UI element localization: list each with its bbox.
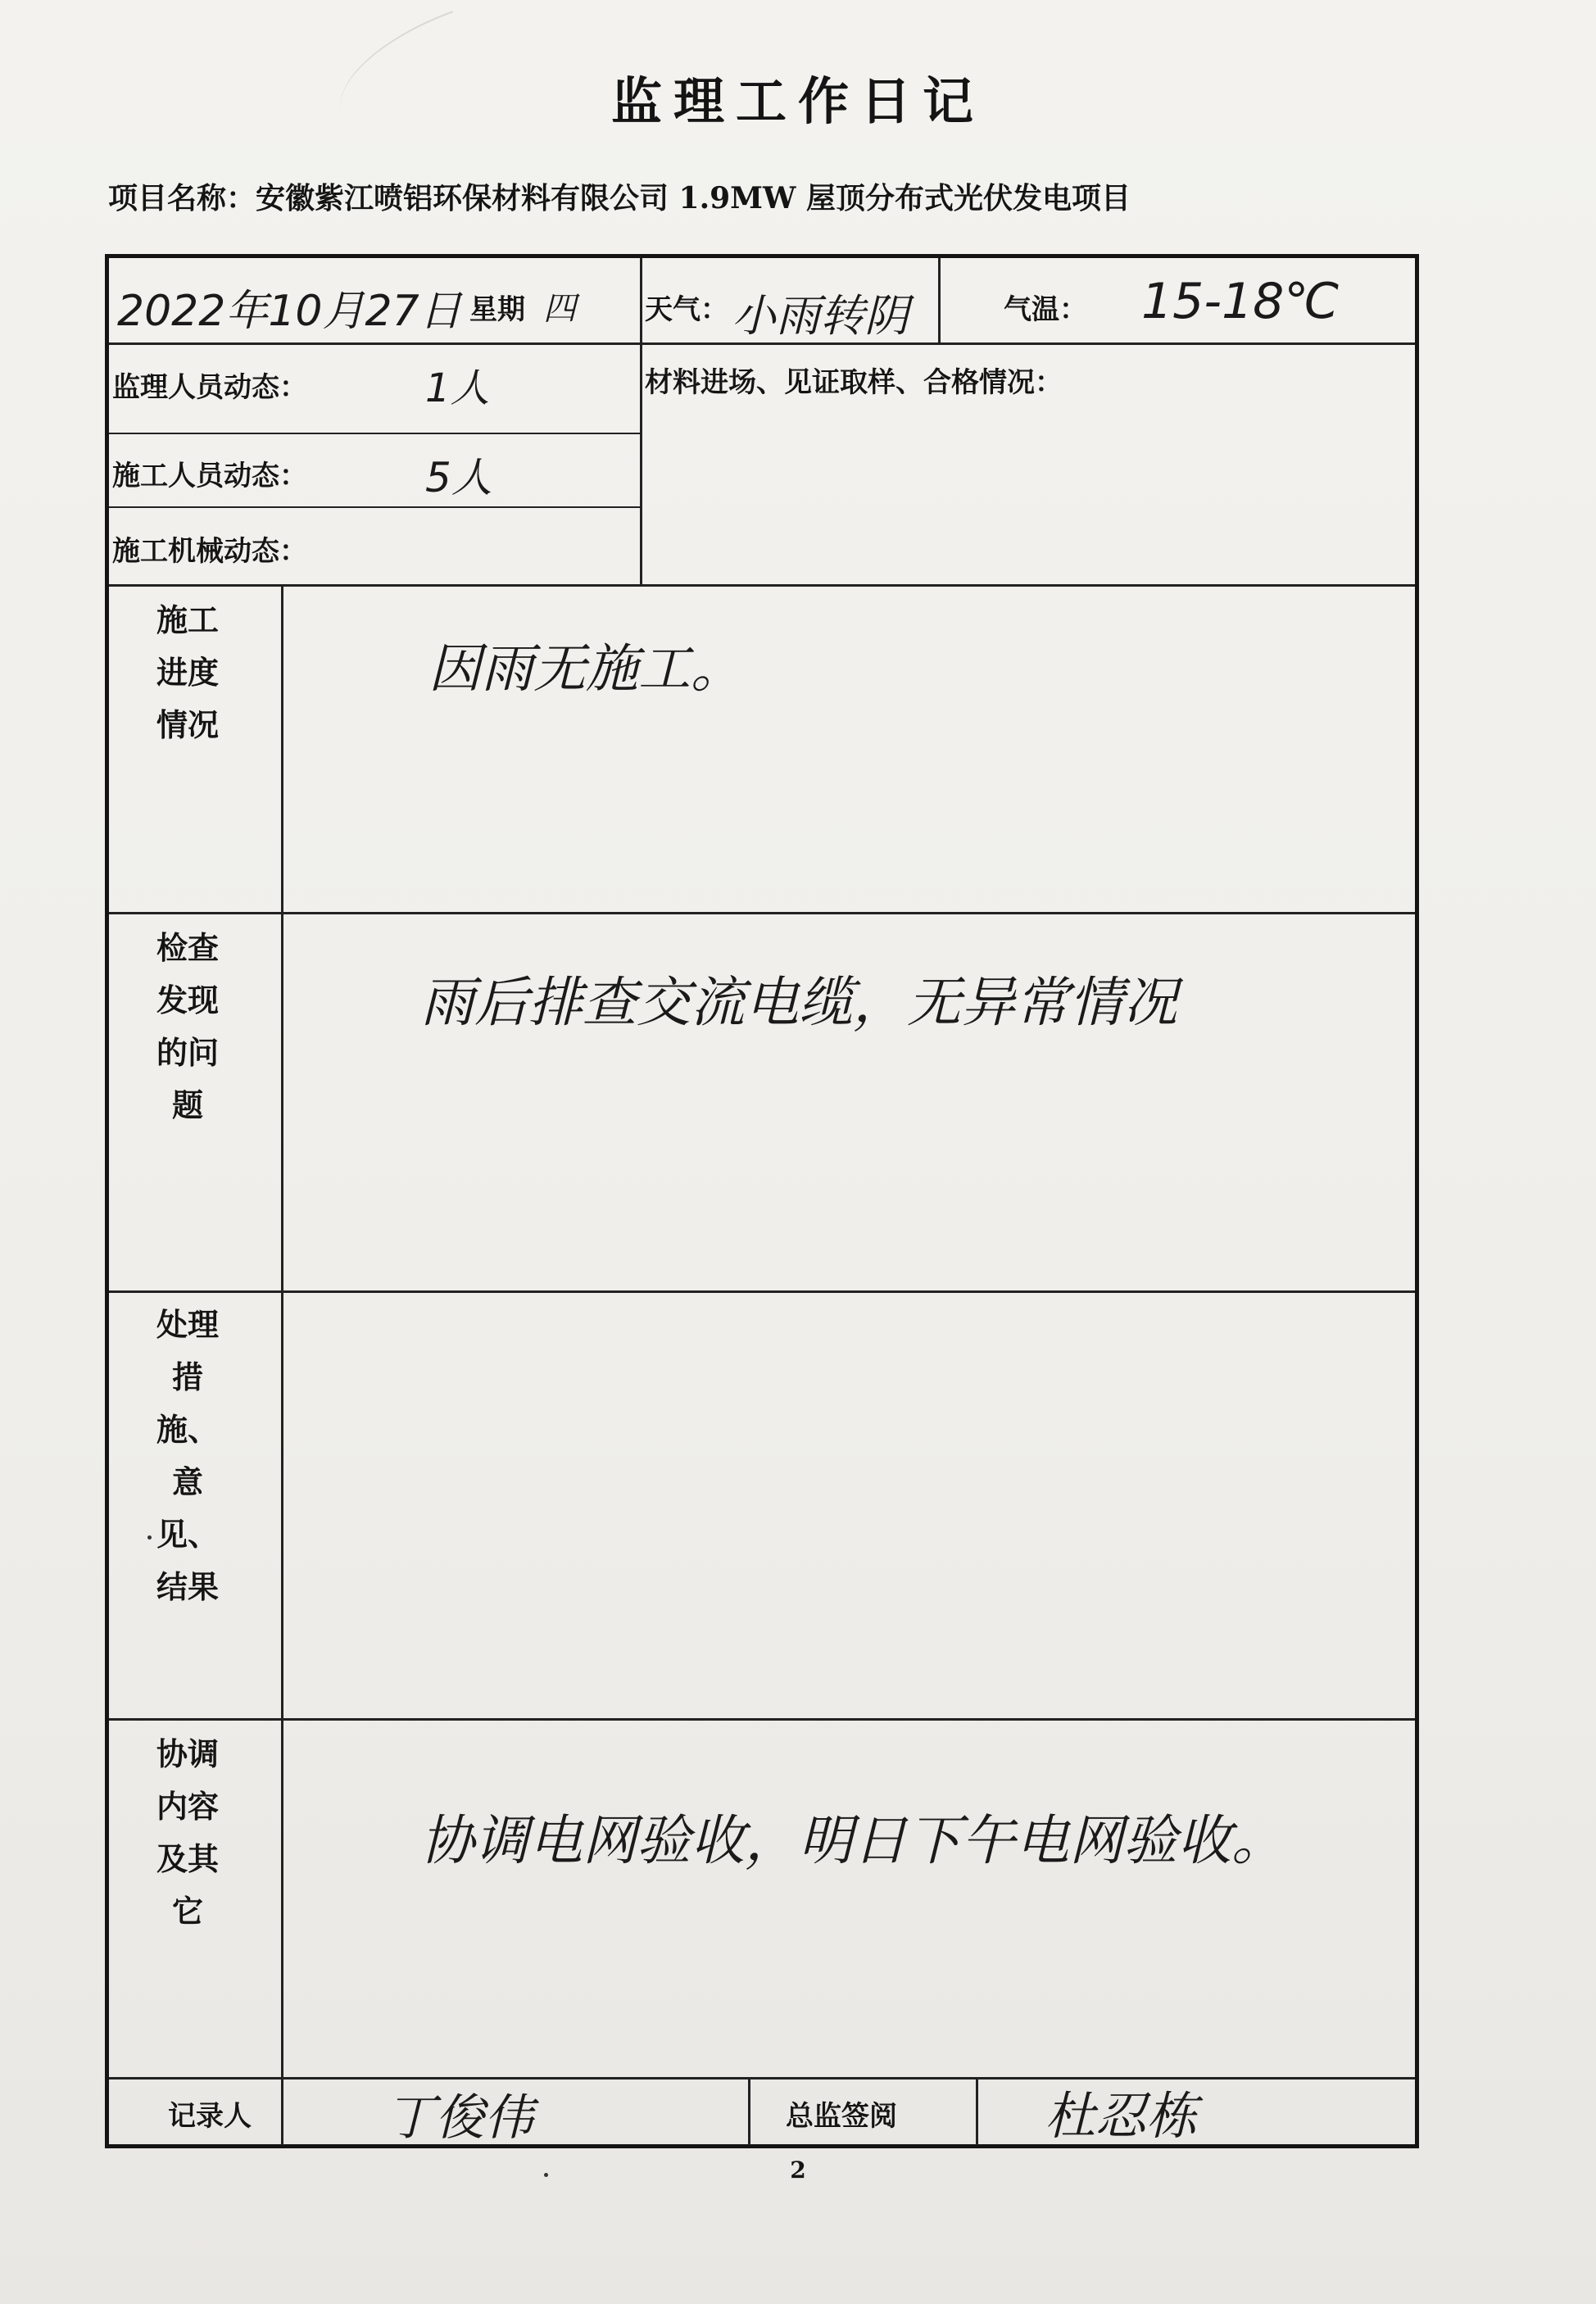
col-divider [748, 2079, 750, 2145]
row-divider [109, 584, 1415, 587]
supervisor-value: 1人 [425, 365, 490, 411]
row-divider [109, 1718, 1415, 1721]
materials-label: 材料进场、见证取样、合格情况： [645, 366, 1063, 399]
project-name: 安徽紫江喷铝环保材料有限公司 1.9MW 屋顶分布式光伏发电项目 [256, 181, 1131, 215]
row-divider [109, 506, 640, 508]
col-divider [938, 258, 941, 345]
row-divider [109, 2077, 1415, 2079]
temperature-value: 15-18℃ [1141, 273, 1340, 330]
section-content-coordination: 协调电网验收，明日下午电网验收。 [420, 1809, 1285, 1872]
machinery-label: 施工机械动态： [112, 535, 307, 568]
recorder-signature: 丁俊伟 [386, 2089, 533, 2147]
row-divider [109, 912, 1415, 914]
chief-label: 总监签阅 [786, 2100, 897, 2133]
row-divider [109, 433, 640, 434]
col-divider [640, 258, 642, 587]
page-title: 监理工作日记 [610, 71, 985, 131]
chief-signature: 杜忍栋 [1045, 2086, 1198, 2146]
section-label-progress: 施工进度情况 [156, 601, 219, 743]
weather-value: 小雨转阴 [732, 290, 909, 342]
section-label-coordination: 协调内容及其它 [156, 1735, 219, 1930]
page-number: 2 [790, 2157, 806, 2184]
date-value: 2022年10月27日 [117, 287, 462, 336]
recorder-label: 记录人 [168, 2100, 252, 2133]
temperature-label: 气温： [1004, 293, 1087, 326]
diary-table [105, 254, 1419, 2148]
weekday-label: 星期 [469, 293, 525, 326]
supervisor-label: 监理人员动态： [112, 371, 307, 404]
project-line [108, 175, 1131, 217]
section-label-issues: 检查发现的问题 [156, 929, 219, 1123]
weekday-value: 四 [543, 290, 576, 328]
weather-label: 天气： [645, 293, 728, 326]
section-label-measures: 处理措施、意见、结果 [156, 1306, 219, 1605]
section-content-progress: 因雨无施工。 [428, 639, 743, 700]
worker-label: 施工人员动态： [112, 460, 307, 492]
project-label: 项目名称： [108, 181, 256, 215]
row-divider [109, 1290, 1415, 1293]
col-divider [281, 587, 283, 2145]
section-content-issues: 雨后排查交流电缆，无异常情况 [420, 971, 1177, 1034]
worker-value: 5人 [425, 454, 492, 501]
col-divider [976, 2079, 978, 2145]
ink-speck [147, 1535, 152, 1540]
